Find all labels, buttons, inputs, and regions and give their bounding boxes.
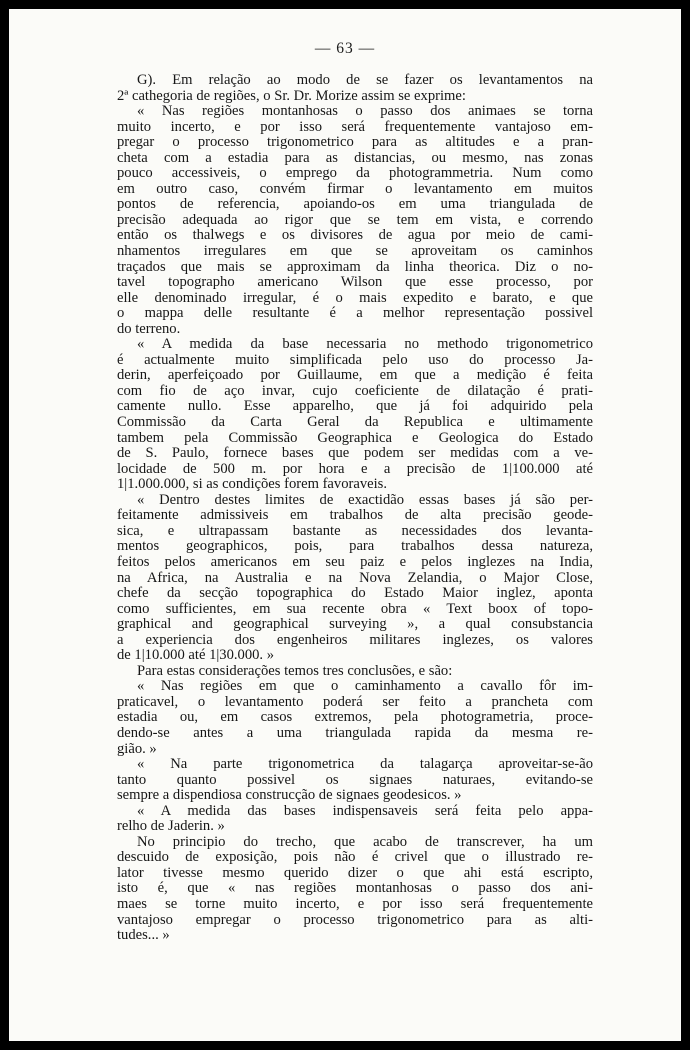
text-line: maes se torne muito incerto, e por isso será frequentemente <box>117 895 593 912</box>
scanned-page <box>9 9 681 1041</box>
text-line: muito incerto, e por isso será frequentemente vantajoso em- <box>117 118 593 135</box>
paragraph-conclusions-intro <box>117 664 593 680</box>
text-line: pontos de referencia, apoiando-os em uma triangulada de <box>117 196 593 213</box>
text-line: praticavel, o levantamento poderá ser feito a prancheta com <box>117 693 593 710</box>
text-line: pouco accessiveis, o emprego da photogrammetria. Num como <box>117 165 593 182</box>
text-line: Commissão da Carta Geral da Republica e ultimamente <box>117 414 593 431</box>
text-line: na Africa, na Australia e na Nova Zelandia, o Major Close, <box>117 569 593 586</box>
paragraph-conclusion-2 <box>117 757 593 804</box>
text-line: No principio do trecho, que acabo de transcrever, ha um <box>137 833 593 850</box>
paragraph-commentary <box>117 835 593 944</box>
text-line: feitos pelos americanos em seu paiz e pelos inglezes na India, <box>117 553 593 570</box>
text-line: feitamente admissiveis em trabalhos de alta precisão geode- <box>117 507 593 524</box>
text-line: graphical and geographical surveying », a qual consubstancia <box>117 616 593 633</box>
text-line: a experiencia dos engenheiros militares inglezes, os valores <box>117 631 593 648</box>
text-line: como sufficientes, em sua recente obra « Text boox of topo- <box>117 600 593 617</box>
text-line: sempre a dispendiosa construcção de signaes geodesicos. » <box>117 787 462 804</box>
text-line: então os thalwegs e os divisores de agua por meio de cami- <box>117 227 593 244</box>
text-line: G). Em relação ao modo de se fazer os levantamentos na <box>137 72 593 88</box>
text-line: em outro caso, convém firmar o levantamento em muitos <box>117 180 593 197</box>
text-line: traçados que mais se approximam da linha theorica. Diz o no- <box>117 258 593 275</box>
text-line: 2ª cathegoria de regiões, o Sr. Dr. Morize assim se exprime: <box>117 87 466 104</box>
text-line: de 1|10.000 até 1|30.000. » <box>117 647 275 664</box>
text-line: com fio de aço invar, cujo coeficiente de dilatação é prati- <box>117 382 593 399</box>
body-text <box>117 73 593 944</box>
text-line: é actualmente muito simplificada pelo uso do processo Ja- <box>117 351 593 368</box>
text-line: de S. Paulo, fornece bases que podem ser medidas com a ve- <box>117 445 593 462</box>
text-line: chefe da secção topographica do Estado Maior inglez, aponta <box>117 585 593 602</box>
text-line: « A medida das bases indispensaveis será feita pelo appa- <box>137 802 593 819</box>
text-line: Para estas considerações temos tres conclusões, e são: <box>137 662 453 679</box>
text-line: « A medida da base necessaria no methodo trigonometrico <box>137 336 593 353</box>
text-line: « Nas regiões em que o caminhamento a cavallo fôr im- <box>137 678 593 695</box>
text-line: « Dentro destes limites de exactidão essas bases já são per- <box>137 491 593 508</box>
paragraph-quote-2 <box>117 337 593 492</box>
text-line: do terreno. <box>117 320 181 337</box>
text-line: estadia ou, em casos extremos, pela photogrametria, proce- <box>117 709 593 726</box>
paragraph-quote-1 <box>117 104 593 337</box>
text-line: gião. » <box>117 740 157 757</box>
paragraph-quote-3 <box>117 493 593 664</box>
paragraph-conclusion-1 <box>117 679 593 757</box>
text-line: dendo-se antes a uma triangulada rapida da mesma re- <box>117 724 593 741</box>
text-line: nhamentos irregulares em que se aproveitam os caminhos <box>117 243 593 260</box>
text-line: locidade de 500 m. por hora e a precisão de 1|100.000 até <box>117 460 593 477</box>
text-line: precisão adequada ao rigor que se tem em vista, e correndo <box>117 211 593 228</box>
text-line: lator tivesse mesmo querido dizer o que ahi está escripto, <box>117 864 593 881</box>
text-line: cheta com a estadia para as distancias, ou mesmo, nas zonas <box>117 149 593 166</box>
text-line: isto é, que « nas regiões montanhosas o passo dos ani- <box>117 880 593 897</box>
text-line: tambem pela Commissão Geographica e Geologica do Estado <box>117 429 593 446</box>
text-line: vantajoso empregar o processo trigonometrico para as alti- <box>117 911 593 928</box>
paragraph-conclusion-3 <box>117 804 593 835</box>
text-line: descuido de exposição, pois não é crivel que o illustrado re- <box>117 849 593 866</box>
text-line: mentos geographicos, pois, para trabalhos dessa natureza, <box>117 538 593 555</box>
text-line: sica, e ultrapassam bastante as necessidades dos levanta- <box>117 522 593 539</box>
text-line: tudes... » <box>117 927 170 944</box>
text-line: elle denominado irregular, é o mais expedito e barato, e que <box>117 289 593 306</box>
text-line: tavel topographo americano Wilson que esse processo, por <box>117 274 593 291</box>
text-line: tanto quanto possivel os signaes naturaes, evitando-se <box>117 771 593 788</box>
text-line: o mappa delle resultante é a melhor representação possivel <box>117 305 593 322</box>
text-line: camente nullo. Esse apparelho, que já foi adquirido pela <box>117 398 593 415</box>
page-number: — 63 — <box>314 40 376 57</box>
text-line: relho de Jaderin. » <box>117 818 225 835</box>
text-line: « Nas regiões montanhosas o passo dos animaes se torna <box>137 103 593 120</box>
paragraph-intro <box>117 73 593 104</box>
text-line: pregar o processo trigonometrico para as altitudes e a pran- <box>117 134 593 151</box>
text-line: derin, aperfeiçoado por Guillaume, em que a medição é feita <box>117 367 593 384</box>
text-line: 1|1.000.000, si as condições forem favoraveis. <box>117 476 387 493</box>
text-line: « Na parte trigonometrica da talagarça aproveitar-se-ão <box>137 756 593 773</box>
